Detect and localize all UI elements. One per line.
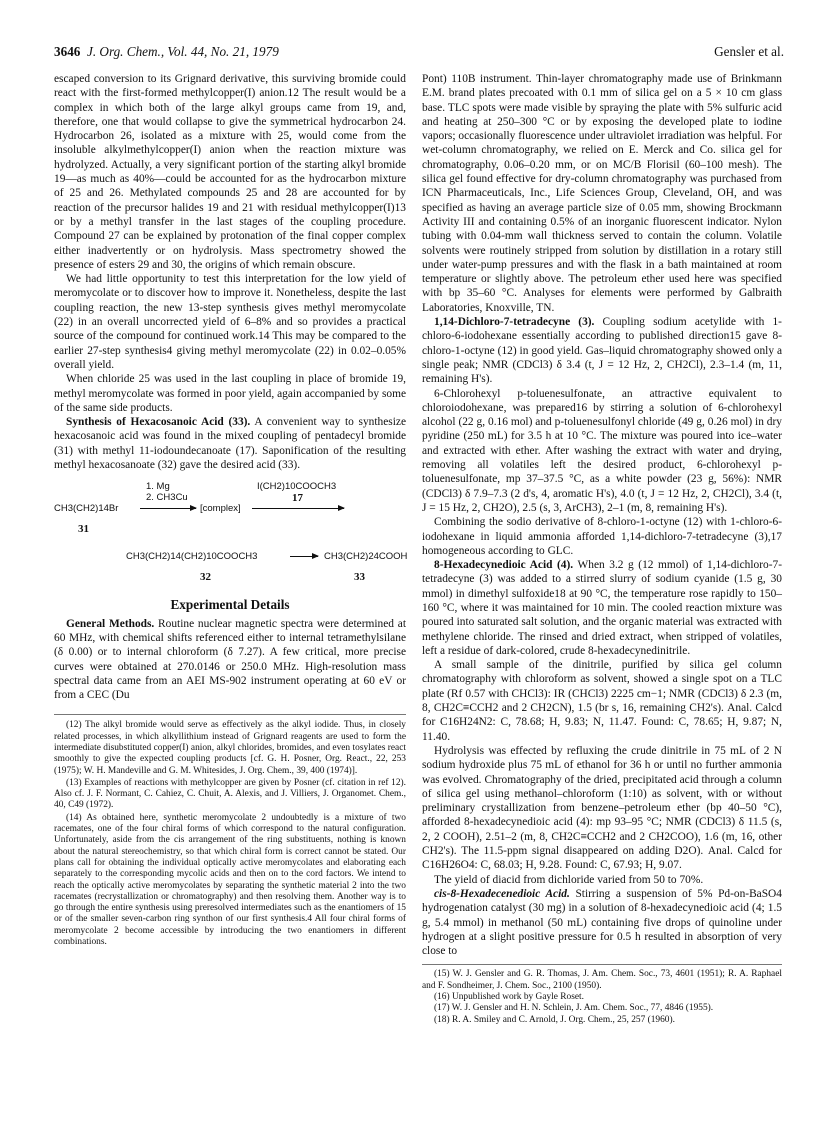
paragraph: Pont) 110B instrument. Thin-layer chromatography made use of Brinkmann E.M. brand plates precoated with 0.1 mm of silica gel on a 5 × 10 cm glass base. TLC spots were made visible by spraying the plate with 5% sulfuric acid and heating at 250–300 °C or by exposing the developed plate to iodine vapors; occasionally fluorescence under ultraviolet irradiation was helpful. For wet-column chromatography, we relied on E. Merck and Co. silica gel for chromatography, 0.06–0.20 mm, or on MC/B Florisil (60–100 mesh). The silica gel found effective for dry-column chromatography was purchased from ICN Pharmaceuticals, Inc., Life Sciences Group, Cleveland, OH, and was specified as having an average particle size of 0.05 mm, showing Brockmann Activity III and containing 0.5% of an inorganic fluorescent indicator. Nylon tubing with 0.04-mm wall thickness served to contain the column. Volatile solvents were routinely stripped from solution by distillation in a rotary still under water-pump pressures and with the flask in a bath maintained at room temperature or slightly above. The petroleum ether used here was specified with bp 35–60 °C. Analyses for elements were performed by Galbraith Laboratories, Knoxville, TN. bbox=[422, 73, 782, 314]
paragraph bbox=[422, 558, 782, 658]
reference: (16) Unpublished work by Gayle Roset. bbox=[434, 992, 584, 1002]
journal-citation bbox=[54, 44, 279, 60]
right-column bbox=[422, 72, 782, 1026]
step-1-label: 1. Mg bbox=[146, 481, 170, 493]
paragraph: Hydrolysis was effected by refluxing the crude dinitrile in 75 mL of 2 N sodium hydroxide plus 75 mL of ethanol for 36 h or until no further ammonia was evolved. Chromatography of the dried, precipitated acid through a column of silica gel using methanol–chloroform (1:10) as solvent, with or without preliminary crystallization from benzene–petroleum ether (bp 40–50 °C), afforded 8-hexadecynedioic acid (4): mp 93–95 °C; NMR (CDCl3) δ 11.5 (s, 2, 2 COOH), 2.51–2 (m, 8, CH2C≡CCH2 and 2 CH2COO), 1.6 (m, 16, other CH2's). The 11.5-ppm signal disappeared on adding D2O). Anal. Calcd for C16H26O4: C, 68.03; H, 9.28. Found: C, 67.93; H, 9.07. bbox=[422, 744, 782, 872]
complex-label: [complex] bbox=[200, 503, 241, 515]
reaction-arrow bbox=[290, 556, 318, 557]
acid-formula: CH3(CH2)24COOH bbox=[324, 551, 408, 563]
paragraph: When chloride 25 was used in the last coupling in place of bromide 19, methyl meromycolate was formed in poor yield, again accompanied by some of the same side products. bbox=[54, 373, 406, 414]
reference: (15) W. J. Gensler and G. R. Thomas, J. Am. Chem. Soc., 73, 4601 (1951); R. A. Raphael and F. Sondheimer, J. Chem. Soc., 2100 (1950). bbox=[422, 969, 782, 991]
paragraph: escaped conversion to its Grignard derivative, this surviving bromide could react with the first-formed methylcopper(I) anion.12 The result would be a complex in which both of the large alkyl groups came from 19, and, therefore, one that would collapse to give the symmetrical hydrocarbon 24. Hydrocarbon 26, isolated as a mixture with 25, would come from the insoluble alkylmethylcopper(I) anion when the reaction mixture was hydrolyzed. Actually, a very significant portion of the starting alkyl bromide 19—as much as 40%—could be accounted for as the hydrocarbon mixture of 25 and 26. Methylated compounds 25 and 28 are accounted for by reaction of the precursor halides 19 and 21 with residual methylcopper(I)13 or by a methyl transfer in the last stages of the coupling procedure. Compound 27 can be explained by protonation of the final copper complex either inadvertently or on hydrolysis. Mass spectrometry showed the presence of esters 29 and 30, the origins of which remain obscure. bbox=[54, 73, 406, 271]
footnote: (12) The alkyl bromide would serve as effectively as the alkyl iodide. Thus, in closely related processes, in which alkyllithium instead of Grignard reagents are used to form the intermediate disubstituted copper(I) anion, alkyl chlorides, bromides, and even tosylates react smoothly to give the expected coupling products [cf. G. H. Posner, Org. React., 22, 253 (1975); W. H. Mandeville and G. M. Whitesides, J. Org. Chem., 39, 400 (1974)]. bbox=[54, 720, 406, 776]
page-number: 3646 bbox=[54, 44, 81, 59]
subsection-heading: General Methods. bbox=[66, 617, 155, 630]
paragraph-text: Routine nuclear magnetic spectra were determined at 60 MHz, with chemical shifts referenced either to internal tetramethylsilane (δ 0.00) or to internal chloroform (δ 7.27). bbox=[54, 617, 406, 659]
subsection-heading: 1,14-Dichloro-7-tetradecyne (3). bbox=[434, 316, 595, 329]
paragraph bbox=[54, 617, 406, 703]
step-2-label: 2. CH3Cu bbox=[146, 492, 188, 504]
paragraph: A small sample of the dinitrile, purified by silica gel column chromatography with chloroform as solvent, showed a single spot on a TLC plate (Rf 0.57 with CHCl3): IR (CHCl3) 2225 cm−1; NMR (CDCl3) δ 2.3 (m, 8, CH2C≡CCH2 and 2 CH2CN), 1.5 (br s, 16, remaining CH2's). Anal. Calcd for C16H24N2: C, 78.68; H, 9.83; N, 11.47. Found: C, 78.65; H, 9.87; N, 11.40. bbox=[422, 659, 782, 743]
footnote: (14) As obtained here, synthetic meromycolate 2 undoubtedly is a mixture of two racemates, one of the four chiral forms of which correspond to the natural configuration. Unfortunately, aside from the cis arrangement of the ring substituents, nothing is known about the natural stereochemistry, so that which chiral form is correct cannot be stated. Our plans call for obtaining the individual optically active meromycolates and elaborating each separately to the corresponding mycolic acids and then on to the cord factors. We intend to reach the optically active meromycolates by separating the synthetic material 2 into the two racemates (recrystallization or chromatography) and then resolving them. Another way is to go through the entire synthesis using preresolved intermediates such as the enantiomers of 15 or of the smaller seven-carbon ring synthon of our first synthesis.4 All four chiral forms of meromycolate 2 become accessible by introducing the two enantiomers in different combinations. bbox=[54, 812, 406, 948]
references bbox=[422, 964, 782, 1025]
journal-name: J. Org. Chem., Vol. 44, No. 21, 1979 bbox=[86, 44, 279, 59]
footnotes bbox=[54, 714, 406, 948]
paragraph: We had little opportunity to test this interpretation for the low yield of meromycolate or to discover how to improve it. Nonetheless, despite the last coupling reaction, the new 13-step synthesis gives methyl meromycolate (22) in an overall uncorrected yield of 6–8% and so provides a practical source of the compound for continued work.14 This may be compared to the earlier 27-step synthesis4 giving methyl meromycolate (22) in 0.02–0.05% overall yield. bbox=[54, 273, 406, 371]
reference: (18) R. A. Smiley and C. Arnold, J. Org. Chem., 25, 257 (1960). bbox=[434, 1014, 675, 1025]
subsection-heading: Synthesis of Hexacosanoic Acid (33). bbox=[66, 416, 251, 429]
paragraph-text: When 3.2 g (12 mmol) of 1,14-dichloro-7-tetradecyne (3) was added to a stirred slurry of sodium cyanide (1.5 g, 30 mmol) in dimethyl sulfoxide18 at 90 °C, the temperature rose rapidly to 150–160 °C, where it was maintained for 10 min. The cooled reaction mixture was poured into saturated salt solution, and the organic material was extracted with methylene chloride. The rinsed and dried extract, when stripped of volatiles, left a residue of dark-colored, crude 8-hexadecynedinitrile. bbox=[422, 559, 782, 657]
reference: (17) W. J. Gensler and H. N. Schlein, J. Am. Chem. Soc., 77, 4846 (1955). bbox=[434, 1003, 714, 1014]
reaction-scheme bbox=[54, 478, 406, 590]
product-number: 32 bbox=[200, 571, 211, 584]
subsection-heading: cis-8-Hexadecenedioic Acid. bbox=[434, 887, 570, 900]
reagent-formula: I(CH2)10COOCH3 bbox=[257, 481, 337, 493]
footnote: (13) Examples of reactions with methylcopper are given by Posner (cf. citation in ref 12). Also cf. J. F. Normant, C. Cahiez, C. Chuit, A. Alexis, and J. Villiers, J. Organomet. Chem., 40, C49 (1972). bbox=[54, 777, 406, 811]
running-header bbox=[54, 44, 784, 62]
paragraph-text: A few critical, more precise curves were obtained at 270.0146 or 250.0 MHz. High-resolution mass spectral data came from an AEI MS-902 instrument operating at 60 eV or from a CEC (Du bbox=[54, 646, 407, 702]
section-title: Experimental Details bbox=[170, 597, 290, 613]
acid-number: 33 bbox=[354, 571, 365, 584]
product-formula: CH3(CH2)14(CH2)10COOCH3 bbox=[126, 551, 258, 563]
author-header: Gensler et al. bbox=[714, 44, 784, 59]
left-column bbox=[54, 72, 406, 949]
paragraph bbox=[422, 315, 782, 386]
reaction-arrow bbox=[140, 508, 196, 509]
paragraph-text: A convenient way to synthesize hexacosanoic acid was found in the mixed coupling of pentadecyl bromide (31) with methyl 11-iodoundecanoate (17). Saponification of the resulting methyl hexacosanoate (32) gave the desired acid (33). bbox=[54, 416, 406, 472]
reactant-number: 31 bbox=[78, 523, 89, 536]
paragraph: Combining the sodio derivative of 8-chloro-1-octyne (12) with 1-chloro-6-iodohexane in liquid ammonia afforded 1,14-dichloro-7-tetradecyne (3),17 homogeneous according to GLC. bbox=[422, 516, 782, 557]
paragraph: 6-Chlorohexyl p-toluenesulfonate, an attractive equivalent to chloroiodohexane, was prepared16 by stirring a solution of 6-chlorohexyl alcohol (22 g, 0.16 mol) and p-toluenesulfonyl chloride (49 g, 0.26 mol) in dry pyridine (250 mL) for 3.5 h at 10 °C. The mixture was poured into ice–water and extracted with ether. After washing the extract with water and drying, removing all volatiles left the desired product, 6-chlorohexyl p-toluenesulfonate, mp 37–37.5 °C, as a white powder (23 g, 56%): NMR (CDCl3) δ 7.9–7.3 (2 d's, 4, aromatic H's), 4.0 (t, J = 12 Hz, 2, CH2Cl), 3.4 (t, J = 15 Hz, 2, CH2O), 2.5 (s, 3, ArCH3), 2–1 (m, 8, remaining H's). bbox=[422, 387, 782, 514]
paragraph bbox=[422, 887, 782, 958]
paragraph-text: Coupling sodium acetylide with 1-chloro-6-iodohexane essentially according to published direction15 gave 8-chloro-1-octyne (12) in good yield. Gas–liquid chromatography showed only a single peak; NMR (CDCl3) δ 3.4 (t, J = 12 Hz, 2, CH2Cl), 2.3–1.4 (m, 11, remaining H's). bbox=[422, 316, 782, 386]
subsection-heading: 8-Hexadecynedioic Acid (4). bbox=[434, 559, 574, 572]
paragraph: The yield of diacid from dichloride varied from 50 to 70%. bbox=[434, 873, 704, 886]
reagent-number: 17 bbox=[292, 492, 303, 505]
paragraph-text: Stirring a suspension of 5% Pd-on-BaSO4 hydrogenation catalyst (30 mg) in a solution of 8-hexadecynedioic acid (4; 1.5 g, 5.4 mmol) in methanol (50 mL) containing five drops of quinoline under hydrogen at a slight positive pressure for 0.5 h resulted in absorption of very close to bbox=[422, 887, 782, 958]
reaction-arrow bbox=[252, 508, 344, 509]
reactant-formula: CH3(CH2)14Br bbox=[54, 503, 119, 515]
paragraph bbox=[54, 415, 406, 472]
